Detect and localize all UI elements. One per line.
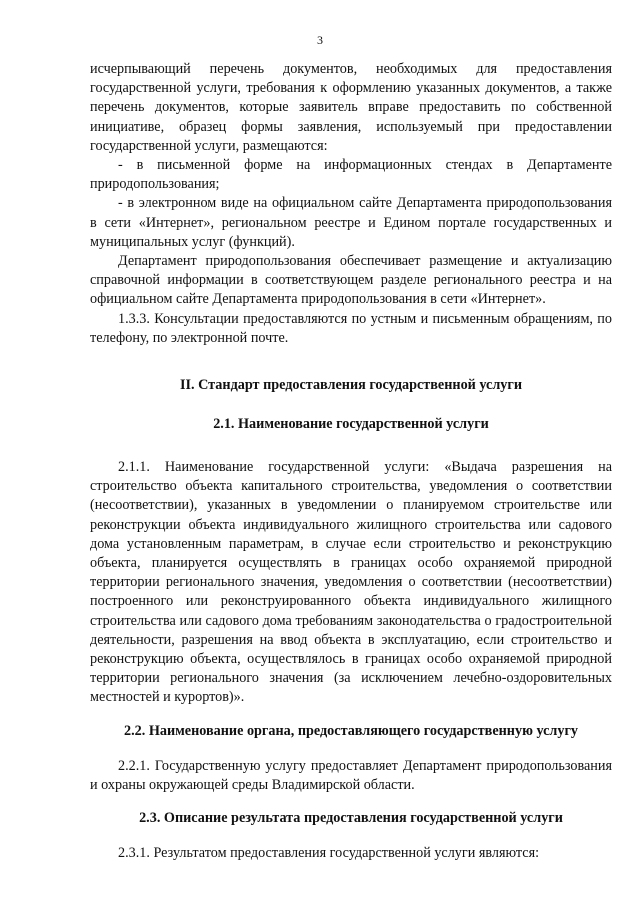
page-number: 3 (317, 33, 323, 47)
paragraph-consultations: 1.3.3. Консультации предоставляются по устным и письменным обращениям, по телефону, по электронной почте. (90, 310, 612, 346)
paragraph-2-3-1: 2.3.1. Результатом предоставления государственной услуги являются: (118, 845, 540, 862)
subsection-2-3-heading: 2.3. Описание результата предоставления государственной услуги (139, 810, 563, 827)
paragraph-documents-list: исчерпывающий перечень документов, необходимых для предоставления государственной услуги, требования к оформлению указанных документов, а также перечень документов, которые заявитель вправе предоставить по собственной инициативе, образец формы заявления, используемый при предоставлении государственной услуги, размещаются: (90, 61, 612, 154)
paragraph-bullet-written: - в письменной форме на информационных стендах в Департаменте природопользования; (90, 157, 612, 193)
paragraph-2-1-1: 2.1.1. Наименование государственной услуги: «Выдача разрешения на строительство объекта капитального строительства, уведомления о соответствии (несоответствии), указанных в уведомлении о планируемом строительстве или реконструкции объекта индивидуального жилищного строительства или садового дома установленным параметрам, в случае если строительство и реконструкцию объекта, планируется осуществлять в границах особо охраняемой природной территории регионального значения, уведомления о соответствии (несоответствии) построенного или реконструированного объекта индивидуального жилищного строительства или садового дома требованиям законодательства о градостроительной деятельности, разрешения на ввод объекта в эксплуатацию, если строительство и реконструкцию объекта, осуществлялось в границах особо охраняемой природной территории регионального значения (за исключением лечебно-оздоровительных местностей и курортов)». (90, 459, 612, 706)
paragraph-department-info: Департамент природопользования обеспечивает размещение и актуализацию справочной информации в соответствующем разделе регионального реестра и на официальном сайте Департамента природопользования в сети «Интернет». (90, 253, 612, 308)
paragraph-bullet-electronic: - в электронном виде на официальном сайте Департамента природопользования в сети «Интернет», региональном реестре и Едином портале государственных и муниципальных услуг (функций). (90, 195, 612, 250)
section-heading: II. Стандарт предоставления государственной услуги (179, 377, 523, 394)
paragraph-2-2-1: 2.2.1. Государственную услугу предоставляет Департамент природопользования и охраны окружающей среды Владимирской области. (90, 757, 612, 793)
document-body (90, 60, 612, 863)
subsection-2-1-heading: 2.1. Наименование государственной услуги (213, 416, 489, 433)
subsection-2-2-heading: 2.2. Наименование органа, предоставляющего государственную услугу (123, 722, 579, 739)
